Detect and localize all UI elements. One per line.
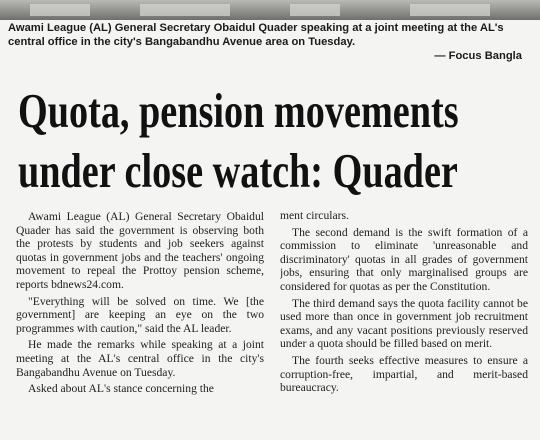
- article-column-left: [16, 210, 264, 440]
- article-column-right: [280, 209, 528, 439]
- headline-line-1: Quota, pension movements: [18, 83, 459, 138]
- paragraph: The third demand says the quota facility cannot be used more than once in government job recruitment exams, and any vacant positions previously reserved under a quota should be filled based on merit.: [280, 296, 528, 351]
- photo-caption: Awami League (AL) General Secretary Obaidul Quader speaking at a joint meeting at the AL's central office in the city's Bangabandhu Avenue area on Tuesday.: [8, 22, 504, 48]
- paragraph: The second demand is the swift formation of a commission to eliminate 'unreasonable and discriminatory' quotas in all grades of government jobs, ensuring that only marginalised groups are considered for quotas as per the Constitution.: [280, 225, 528, 293]
- article-headline: [18, 81, 459, 201]
- paragraph: Asked about AL's stance concerning the: [28, 382, 214, 396]
- photo-credit: — Focus Bangla: [434, 50, 522, 62]
- paragraph: He made the remarks while speaking at a joint meeting at the AL's central office in the city's Bangabandhu Avenue on Tuesday.: [16, 338, 264, 379]
- paragraph: The fourth seeks effective measures to ensure a corruption-free, impartial, and merit-based bureaucracy.: [280, 353, 528, 395]
- paragraph: Awami League (AL) General Secretary Obaidul Quader has said the government is observing both the protests by students and job seekers against quotas in government jobs and the teachers' ongoing movement to repeal the Prottoy pension scheme, reports bdnews24.com.: [16, 210, 264, 291]
- paragraph: ment circulars.: [280, 209, 349, 222]
- paragraph: "Everything will be solved on time. We [the government] are keeping an eye on the two programmes with caution," said the AL leader.: [16, 294, 264, 335]
- news-photo: [0, 0, 540, 20]
- headline-line-2: under close watch: Quader: [18, 143, 458, 198]
